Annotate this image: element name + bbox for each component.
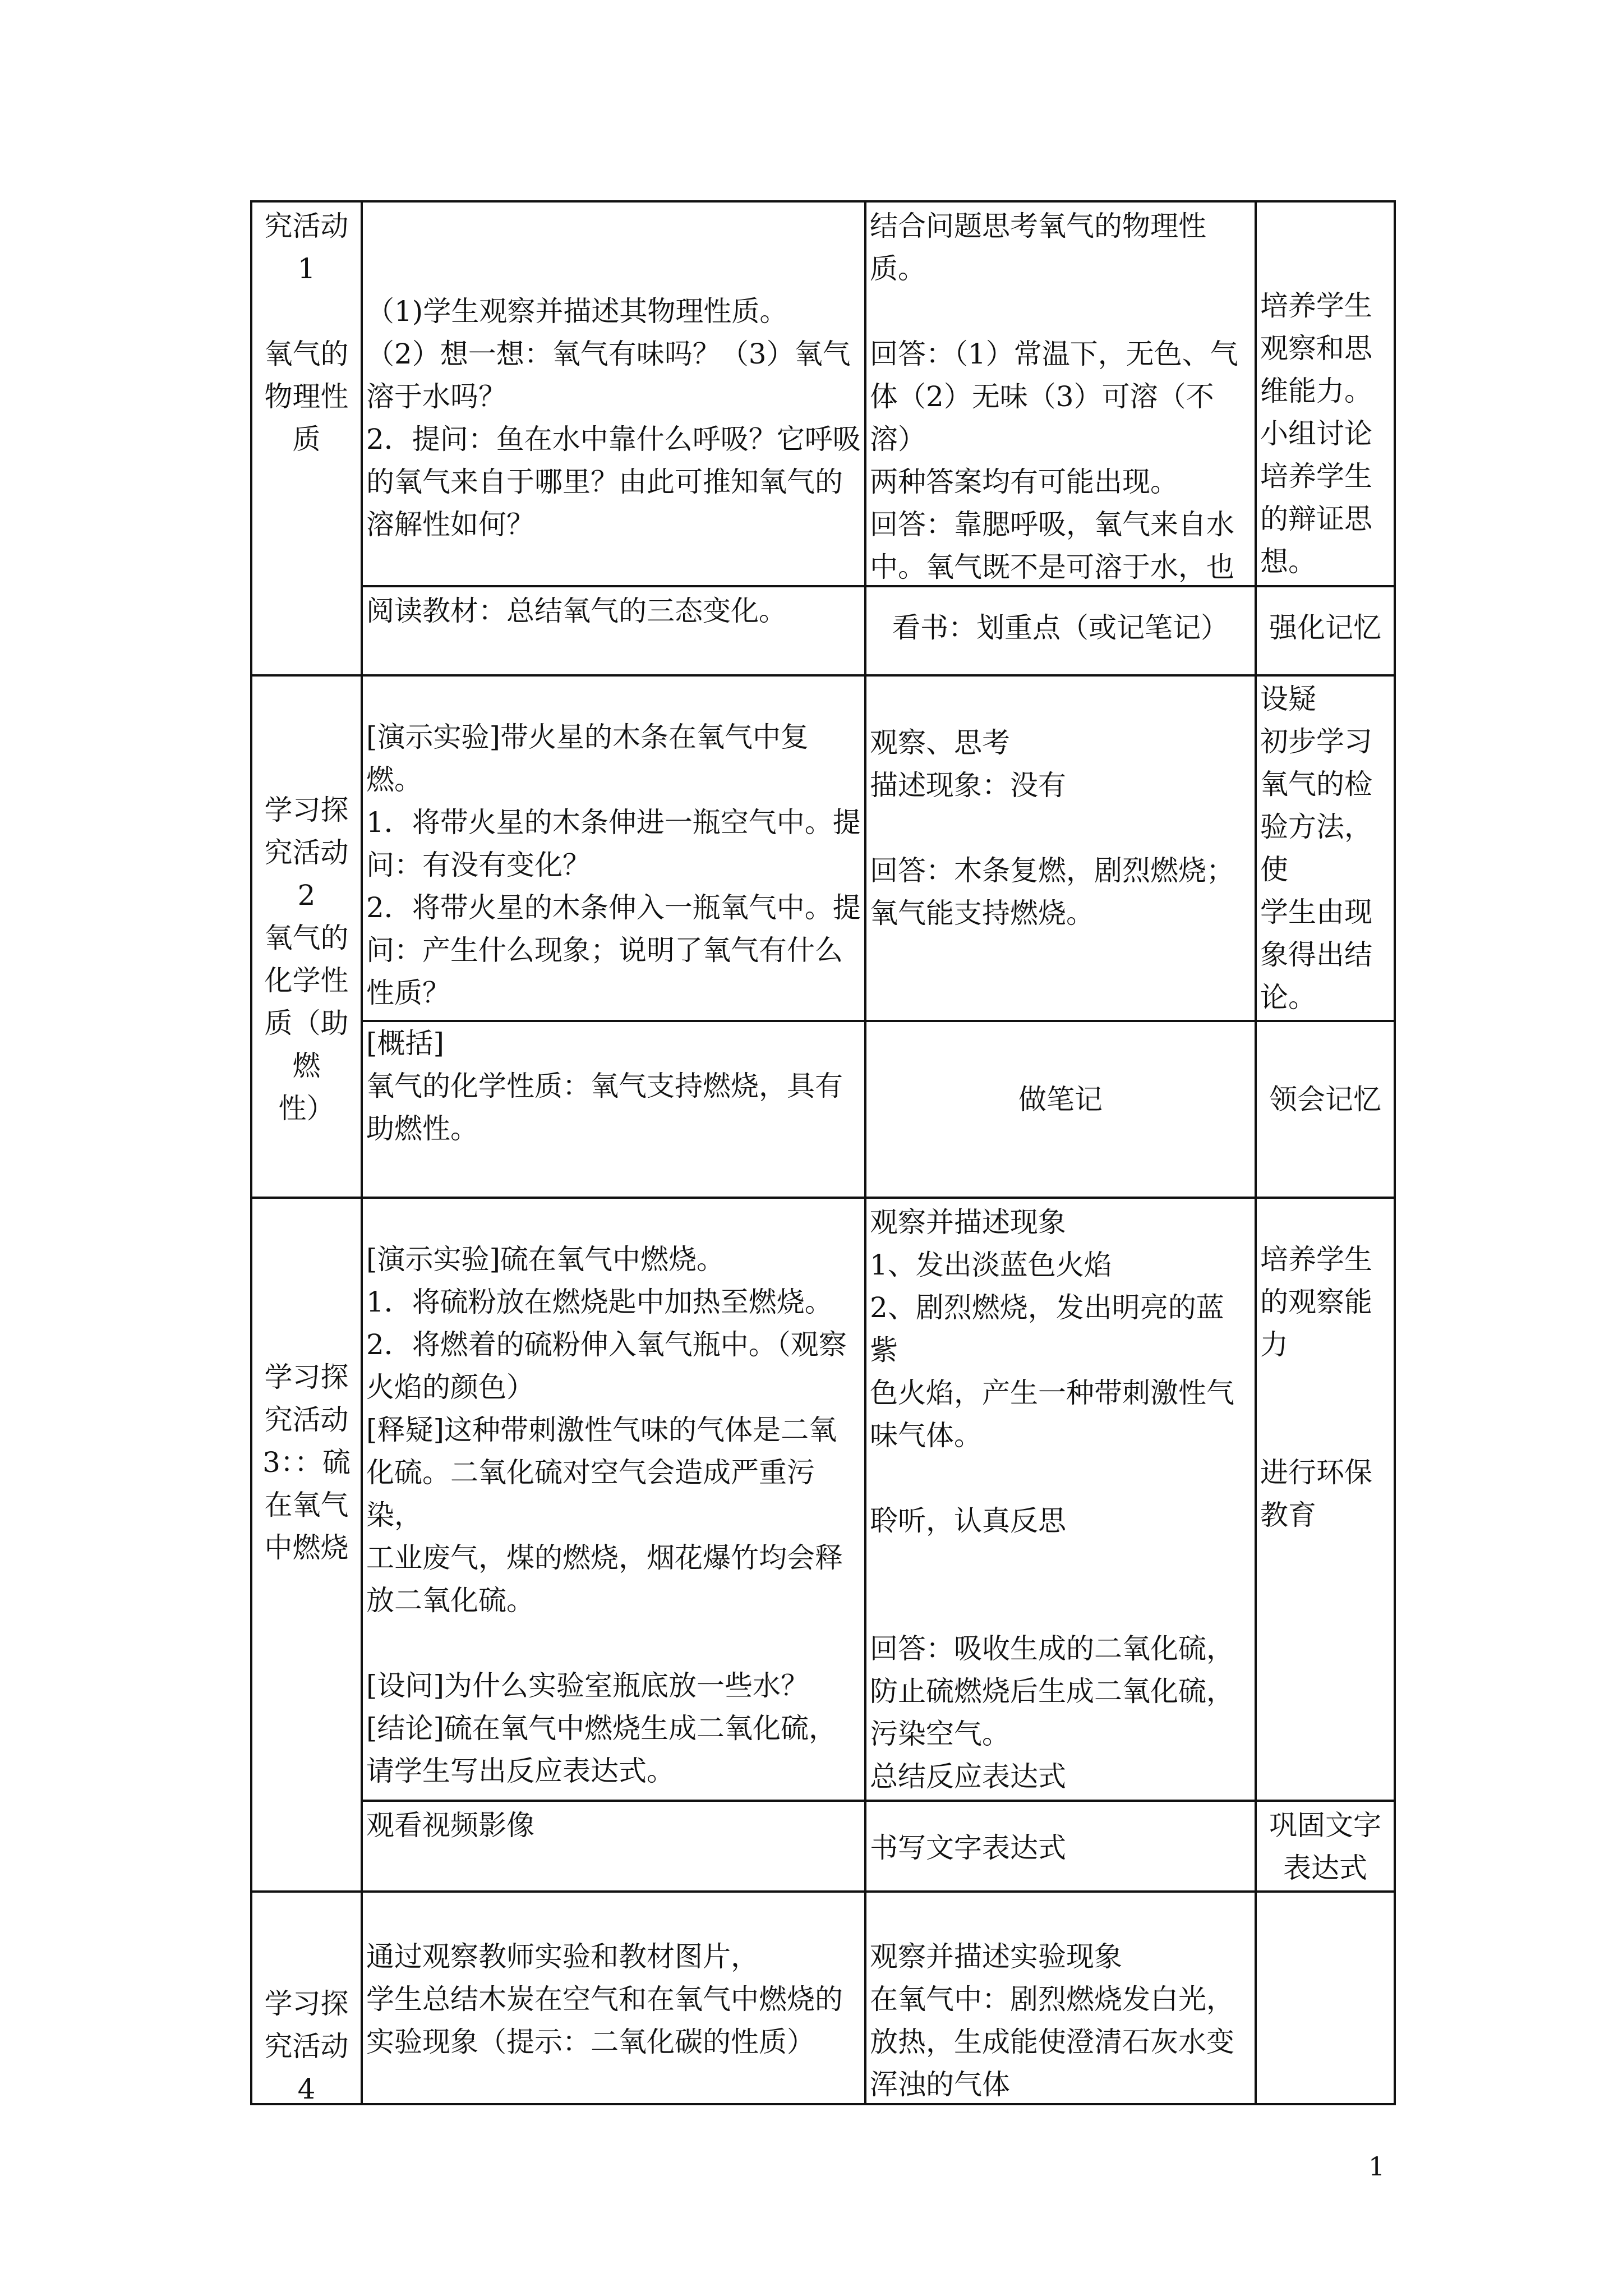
student-text: 总结反应表达式 (870, 1760, 1066, 1793)
teacher-activity-cell (361, 200, 864, 585)
student-text: 观察并描述实验现象 (870, 1940, 1122, 1973)
design-intent-cell (1255, 585, 1396, 674)
design-intent-cell (1255, 1197, 1396, 1800)
student-text (870, 290, 1251, 333)
student-text: 看书：划重点（或记笔记） (892, 611, 1229, 644)
activity-text: 在氧气 (264, 1489, 349, 1521)
intent-text: 进行环保 (1260, 1456, 1372, 1489)
teacher-text: 2．提问：鱼在水中靠什么呼吸？它呼吸 (366, 423, 861, 455)
teacher-text: 2．将燃着的硫粉伸入氧气瓶中。（观察 (366, 1328, 847, 1361)
teacher-text: 阅读教材：总结氧气的三态变化。 (366, 595, 787, 627)
design-intent-cell (1255, 1020, 1396, 1197)
intent-text: 小组讨论 (1260, 417, 1372, 450)
student-text: 描述现象：没有 (870, 769, 1066, 802)
intent-text (1260, 242, 1390, 284)
intent-text: 观察和思 (1260, 332, 1372, 365)
activity-cell (250, 200, 361, 674)
teacher-activity-cell (361, 1197, 864, 1800)
intent-text (1260, 1409, 1390, 1451)
student-text: 色火焰，产生一种带刺激性气 (870, 1377, 1234, 1409)
student-activity-cell (864, 1800, 1255, 1890)
student-activity-cell (864, 200, 1255, 585)
teacher-text: 实验现象（提示：二氧化碳的性质） (366, 2026, 815, 2058)
student-text: 防止硫燃烧后生成二氧化硫， (870, 1675, 1234, 1708)
student-text: 聆听，认真反思 (870, 1504, 1066, 1537)
student-text: 两种答案均有可能出现。 (870, 466, 1178, 498)
student-text: 回答：木条复燃，剧烈燃烧； (870, 854, 1234, 887)
teacher-text: 问：有没有变化？ (366, 849, 591, 881)
teacher-text: 请学生写出反应表达式。 (366, 1755, 675, 1787)
intent-text: 培养学生 (1260, 460, 1372, 493)
intent-text: 教育 (1260, 1499, 1316, 1531)
student-text: 在氧气中：剧烈燃烧发白光， (870, 1983, 1234, 2016)
teacher-text (366, 205, 861, 247)
intent-text (1260, 1366, 1390, 1409)
teacher-text: 工业废气，煤的燃烧，烟花爆竹均会释 (366, 1542, 843, 1574)
teacher-text: [结论]硫在氧气中燃烧生成二氧化硫， (366, 1712, 837, 1745)
activity-text: 究活动 1 (264, 210, 349, 285)
student-text: 观察、思考 (870, 726, 1010, 759)
intent-text: 的观察能 (1260, 1286, 1372, 1318)
teacher-text: [演示实验]硫在氧气中燃烧。 (366, 1243, 725, 1276)
design-intent-cell (1255, 1890, 1396, 2105)
teacher-text: 观看视频影像 (366, 1809, 534, 1842)
design-intent-cell (1255, 1800, 1396, 1890)
student-text: 回答：靠腮呼吸，氧气来自水 (870, 508, 1234, 541)
teacher-text: 2．将带火星的木条伸入一瓶氧气中。提 (366, 891, 861, 924)
teacher-text: [设问]为什么实验室瓶底放一些水？ (366, 1669, 809, 1702)
intent-text: 表达式 (1283, 1852, 1367, 1884)
intent-text: 学生由现 (1260, 896, 1372, 928)
teacher-text: 问：产生什么现象；说明了氧气有什么 (366, 934, 843, 967)
intent-text: 力 (1260, 1328, 1288, 1361)
activity-text: 质（助燃 (264, 1007, 349, 1082)
teacher-text: 化硫。二氧化硫对空气会造成严重污染， (366, 1456, 815, 1531)
activity-text: 究活动 2 (264, 836, 349, 912)
intent-text: 初步学习 (1260, 725, 1372, 758)
teacher-activity-cell (361, 1890, 864, 2105)
teacher-text: 1．将带火星的木条伸进一瓶空气中。提 (366, 806, 861, 839)
teacher-text: 学生总结木炭在空气和在氧气中燃烧的 (366, 1983, 843, 2016)
intent-text: 论。 (1260, 981, 1316, 1014)
teacher-activity-cell (361, 585, 864, 674)
student-text (870, 1585, 1251, 1627)
teacher-text: [释疑]这种带刺激性气味的气体是二氧 (366, 1414, 837, 1446)
activity-cell (250, 674, 361, 1197)
intent-text: 象得出结 (1260, 938, 1372, 971)
student-text: 污染空气。 (870, 1718, 1010, 1750)
activity-text: 中燃烧 (264, 1531, 349, 1564)
page-number: 1 (1368, 2151, 1385, 2182)
activity-text: 氧气的 (264, 338, 349, 370)
activity-text: 性） (278, 1092, 335, 1125)
activity-text: 化学性 (264, 964, 349, 997)
teacher-text: 助燃性。 (366, 1112, 478, 1145)
activity-text: 氧气的 (264, 922, 349, 954)
intent-text: 培养学生 (1260, 1243, 1372, 1276)
student-activity-cell (864, 1197, 1255, 1800)
student-text: 浑浊的气体 (870, 2068, 1010, 2101)
teacher-text (366, 1622, 861, 1664)
student-text: 放热，生成能使澄清石灰水变 (870, 2026, 1234, 2058)
teacher-text: [概括] (366, 1027, 445, 1060)
intent-text: 想。 (1260, 545, 1316, 578)
student-text: 中。氧气既不是可溶于水，也 (870, 551, 1234, 583)
teacher-text: 通过观察教师实验和教材图片， (366, 1940, 759, 1973)
activity-cell (250, 1197, 361, 1890)
teacher-text: 放二氧化硫。 (366, 1584, 534, 1617)
student-text: 结合问题思考氧气的物理性质。 (870, 210, 1206, 285)
intent-text: 培养学生 (1260, 289, 1372, 322)
intent-text: 巩固文字 (1269, 1809, 1381, 1842)
activity-text: 学习探 (264, 1361, 349, 1393)
teacher-text (366, 247, 861, 290)
teacher-activity-cell (361, 674, 864, 1020)
teacher-text: （2）想一想：氧气有味吗？（3）氧气 (366, 338, 851, 370)
teacher-text: 氧气的化学性质：氧气支持燃烧，具有 (366, 1070, 843, 1102)
teacher-text: 溶解性如何？ (366, 508, 534, 541)
activity-text: 究活动 4 (264, 2030, 349, 2105)
teacher-text: 溶于水吗？ (366, 380, 506, 413)
activity-text: 质 (292, 423, 321, 455)
student-activity-cell (864, 1890, 1255, 2105)
activity-text: 学习探 (264, 794, 349, 826)
intent-text: 氧气的检 (1260, 768, 1372, 800)
activity-text: 物理性 (264, 380, 349, 413)
teacher-text: 性质？ (366, 977, 450, 1009)
activity-text: 究活动 (264, 1404, 349, 1436)
intent-text: 验方法，使 (1260, 811, 1372, 886)
design-intent-cell (1255, 200, 1396, 585)
intent-text: 的辩证思 (1260, 503, 1372, 535)
intent-text: 维能力。 (1260, 375, 1372, 407)
teacher-text: 的氧气来自于哪里？由此可推知氧气的 (366, 466, 843, 498)
teacher-activity-cell (361, 1020, 864, 1197)
teacher-text: （1)学生观察并描述其物理性质。 (366, 295, 788, 328)
student-activity-cell (864, 1020, 1255, 1197)
student-text (870, 807, 1251, 849)
student-activity-cell (864, 674, 1255, 1020)
teacher-activity-cell (361, 1800, 864, 1890)
intent-text: 设疑 (1260, 683, 1316, 715)
intent-text: 领会记忆 (1269, 1083, 1381, 1116)
student-text: 2、剧烈燃烧，发出明亮的蓝紫 (870, 1291, 1224, 1366)
student-text: 回答：吸收生成的二氧化硫， (870, 1632, 1234, 1665)
teacher-text: 1．将硫粉放在燃烧匙中加热至燃烧。 (366, 1286, 833, 1318)
design-intent-cell (1255, 674, 1396, 1020)
student-text: 观察并描述现象 (870, 1206, 1066, 1239)
student-text: 味气体。 (870, 1419, 982, 1452)
student-text: 回答：（1）常温下，无色、气 (870, 338, 1238, 370)
teacher-text: [演示实验]带火星的木条在氧气中复燃。 (366, 721, 809, 796)
student-text (870, 1457, 1251, 1499)
activity-text: 学习探 (264, 1987, 349, 2020)
teacher-text: 火焰的颜色） (366, 1371, 534, 1404)
activity-text: 3：：硫 (262, 1446, 351, 1479)
student-text: 氧气能支持燃烧。 (870, 897, 1094, 930)
student-activity-cell (864, 585, 1255, 674)
activity-text (256, 290, 357, 333)
student-text (870, 1542, 1251, 1585)
student-text: 书写文字表达式 (870, 1832, 1066, 1864)
activity-cell (250, 1890, 361, 2105)
student-text: 1、发出淡蓝色火焰 (870, 1249, 1112, 1281)
student-text: 做笔记 (1018, 1083, 1103, 1116)
student-text: 体（2）无味（3）可溶（不溶） (870, 380, 1214, 455)
intent-text: 强化记忆 (1269, 611, 1381, 644)
